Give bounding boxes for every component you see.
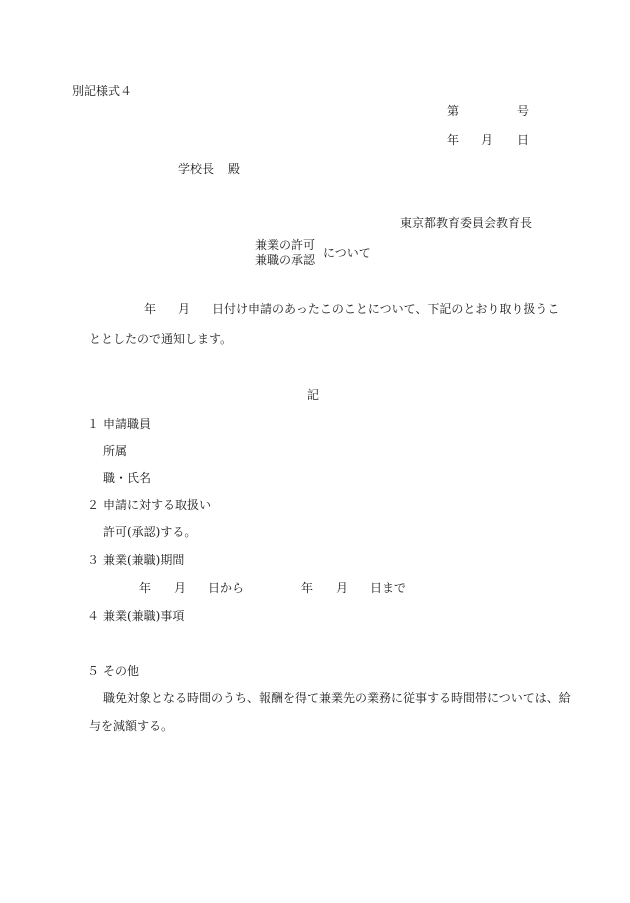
item-1-number: １ bbox=[87, 417, 100, 431]
item-3-to-year: 年 bbox=[301, 581, 314, 595]
item-2-title: 申請に対する取扱い bbox=[103, 498, 212, 512]
item-2-number: ２ bbox=[87, 498, 100, 512]
item-1-position-name: 職・氏名 bbox=[103, 471, 152, 485]
item-4-number: ４ bbox=[87, 609, 100, 623]
item-4-title: 兼業(兼職)事項 bbox=[103, 609, 185, 623]
item-3-number: ３ bbox=[87, 553, 100, 567]
ki-heading: 記 bbox=[307, 388, 320, 402]
addressee bbox=[178, 162, 240, 176]
item-5-title: その他 bbox=[103, 664, 140, 678]
item-2-detail: 許可(承認)する。 bbox=[103, 525, 197, 539]
subject-about: について bbox=[323, 246, 371, 260]
item-3-from-year: 年 bbox=[139, 581, 152, 595]
document-date-day: 日 bbox=[517, 133, 530, 147]
body-date-year: 年 bbox=[144, 302, 157, 316]
subject-option-permission: 兼業の許可 bbox=[255, 238, 316, 252]
item-5-number: ５ bbox=[87, 664, 100, 678]
document-number-prefix: 第 bbox=[447, 104, 460, 118]
document-date-month: 月 bbox=[481, 133, 494, 147]
item-3-from-month: 月 bbox=[174, 581, 187, 595]
body-line-1: 日付け申請のあったこのことについて、下記のとおり取り扱うこ bbox=[212, 302, 560, 316]
body-date-month: 月 bbox=[178, 302, 191, 316]
item-3-from-day: 日から bbox=[208, 581, 245, 595]
item-1-affiliation: 所属 bbox=[103, 444, 128, 458]
item-3-title: 兼業(兼職)期間 bbox=[103, 553, 185, 567]
item-3-to-day: 日まで bbox=[370, 581, 407, 595]
addressee-honorific: 殿 bbox=[228, 162, 241, 176]
body-line-2: ととしたので通知します。 bbox=[89, 332, 233, 346]
subject-option-approval: 兼職の承認 bbox=[255, 253, 316, 267]
document-date-year: 年 bbox=[447, 133, 460, 147]
form-label: 別記様式４ bbox=[72, 84, 133, 98]
sender: 東京都教育委員会教育長 bbox=[400, 216, 533, 230]
addressee-title: 学校長 bbox=[178, 162, 215, 176]
document-number-suffix: 号 bbox=[517, 104, 530, 118]
item-5-line-1: 職免対象となる時間のうち、報酬を得て兼業先の業務に従事する時間帯については、給 bbox=[103, 691, 571, 705]
item-1-title: 申請職員 bbox=[103, 417, 152, 431]
item-3-to-month: 月 bbox=[336, 581, 349, 595]
item-5-line-2: 与を減額する。 bbox=[89, 719, 174, 733]
